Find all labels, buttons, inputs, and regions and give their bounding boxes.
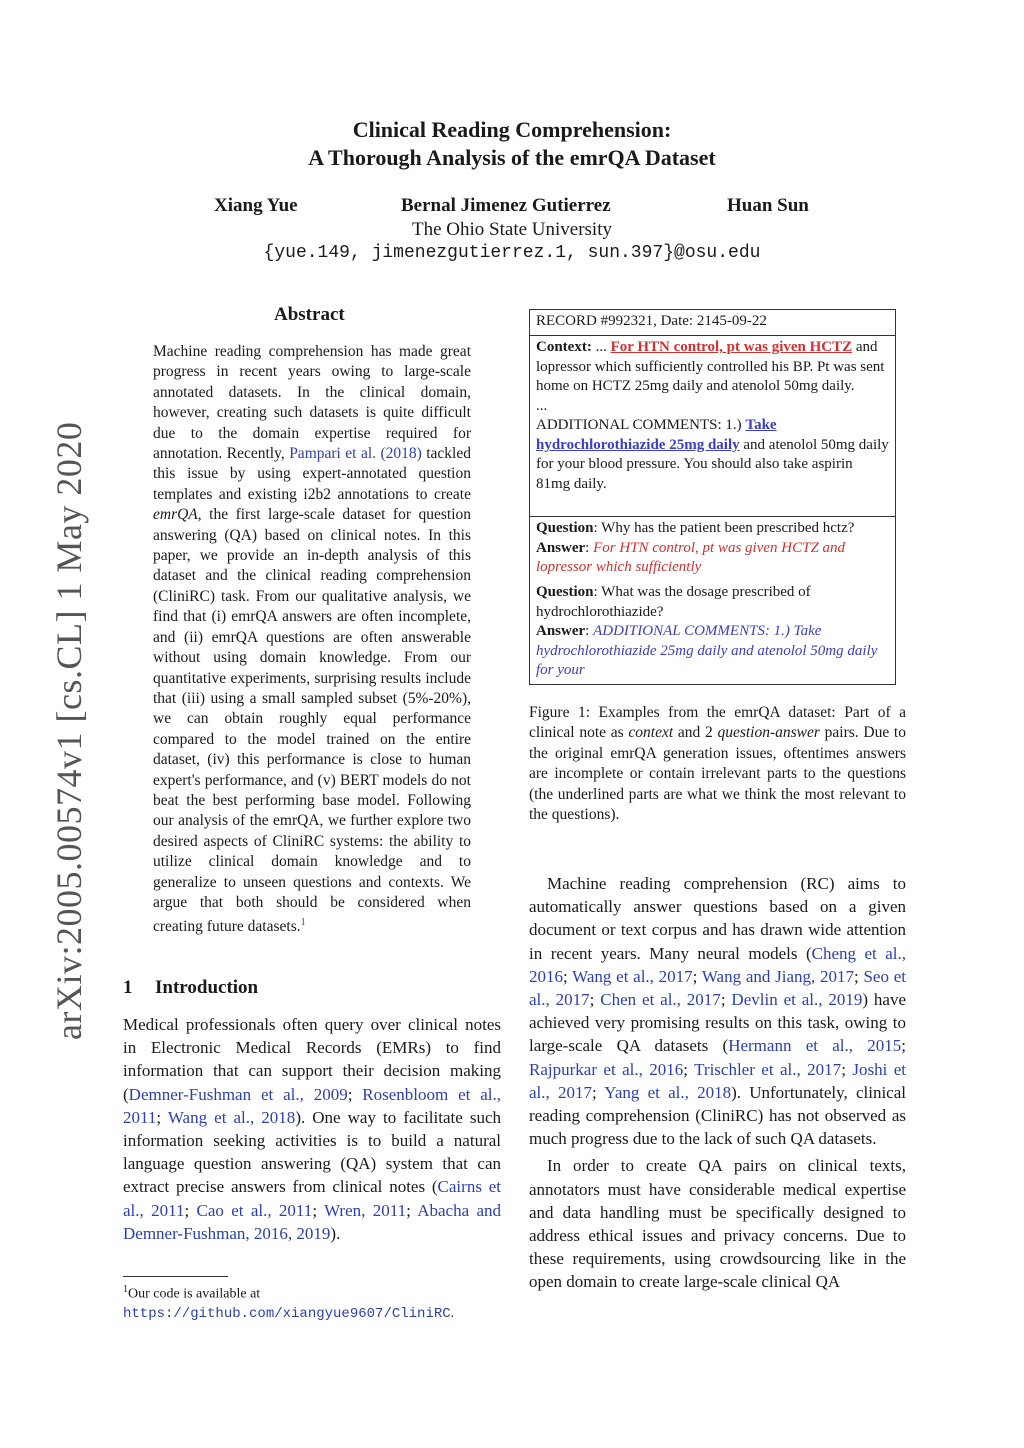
- citation-link[interactable]: Cao et al., 2011: [196, 1200, 313, 1220]
- footnote-mark[interactable]: 1: [300, 917, 306, 929]
- footnote-text: Our code is available at: [128, 1286, 261, 1302]
- context-text: ADDITIONAL COMMENTS: 1.): [536, 417, 746, 433]
- citation-link[interactable]: Wang et al., 2017: [572, 966, 693, 986]
- citation-link[interactable]: Rajpurkar et al., 2016: [529, 1059, 684, 1079]
- answer-label: Answer: [536, 539, 586, 556]
- citation-link[interactable]: Wang and Jiang, 2017: [701, 966, 854, 986]
- abstract-heading: Abstract: [274, 304, 345, 325]
- citation-link[interactable]: Trischler et al., 2017: [694, 1059, 842, 1079]
- footnote-rule: [123, 1276, 228, 1277]
- context-block: Context: ... For HTN control, pt was given HCTZ and lopressor which sufficiently controlled his BP. Pt was sent home on HCTZ 25mg daily and atenolol 50mg daily. ... ADDITIONAL COMMENTS: 1.) Take hydrochlorothiazide 25mg daily and atenolol 50mg daily for your blood pressure. You should also take aspirin 81mg daily.: [536, 339, 889, 492]
- qa-pair-2: Question: What was the dosage prescribed of hydrochlorothiazide? Answer: ADDITIONAL COMMENTS: 1.) Take hydrochlorothiazide 25mg daily and atenolol 50mg daily for your: [536, 584, 878, 678]
- question-label: Question: [536, 584, 594, 600]
- citation-link[interactable]: Hermann et al., 2015: [728, 1036, 902, 1056]
- citation-link[interactable]: Pampari et al. (2018): [289, 445, 422, 463]
- answer-text: For HTN control, pt was given HCTZ and lopressor which sufficiently: [536, 539, 846, 575]
- author-1: Xiang Yue: [214, 195, 298, 216]
- intro-paragraph-1: Medical professionals often query over clinical notes in Electronic Medical Records (EMRs) to find information that can support their decision making (Demner-Fushman et al., 2009; Rosenbloom et al., 2011; Wang et al., 2018). One way to facilitate such information seeking activities is to build a natural language question answering (QA) system that can extract precise answers from clinical notes (Cairns et al., 2011; Cao et al., 2011; Wren, 2011; Abacha and Demner-Fushman, 2016, 2019).: [123, 1015, 502, 1243]
- question-text: : What was the dosage prescribed of hydrochlorothiazide?: [536, 584, 811, 620]
- record-header: RECORD #992321, Date: 2145-09-22: [536, 313, 767, 329]
- paper-title-line1: Clinical Reading Comprehension:: [352, 117, 672, 142]
- context-text: and lopressor which sufficiently controlled his BP. Pt was sent home on HCTZ 25mg daily and atenolol 50mg daily.: [536, 339, 885, 394]
- citation-link[interactable]: Seo et al., 2017: [529, 966, 906, 1010]
- citation-link[interactable]: Cairns et al., 2011: [123, 1177, 501, 1220]
- answer-text: ADDITIONAL COMMENTS: 1.) Take hydrochlorothiazide 25mg daily and atenolol 50mg daily for your: [536, 623, 878, 678]
- figure-1-caption: Figure 1: Examples from the emrQA dataset: Part of a clinical note as context and 2 question-answer pairs. Due to the original emrQA generation issues, oftentimes answers are incomplete or contain irrelevant parts to the questions (the underlined parts are what we think the most relevant to the questions).: [529, 704, 906, 824]
- author-2: Bernal Jimenez Gutierrez: [401, 195, 611, 216]
- abstract-text: tackled this issue by using expert-annotated question templates and existing i2b2 annotations to create: [153, 445, 471, 503]
- context-label: Context:: [536, 339, 592, 355]
- author-3: Huan Sun: [727, 195, 809, 216]
- author-emails: {yue.149, jimenezgutierrez.1, sun.397}@osu.edu: [263, 243, 761, 263]
- paragraph-text: Medical professionals often query over clinical notes in Electronic Medical Records (EMRs) to find information that can support their decision making (: [123, 1015, 501, 1104]
- intro-paragraph-3: In order to create QA pairs on clinical texts, annotators must have considerable medical expertise and data handling must be specifically designed to address ethical issues and privacy concerns. Due to these requirements, using crowdsourcing like in the open domain to create large-scale clinical QA: [529, 1156, 906, 1292]
- paragraph-text: ). One way to facilitate such information seeking activities is to build a natural language question answering (QA) system that can extract precise answers from clinical notes (: [123, 1107, 501, 1197]
- citation-link[interactable]: Rosenbloom et al., 2011: [123, 1084, 501, 1127]
- question-label: Question: [536, 520, 594, 536]
- intro-paragraph-2: Machine reading comprehension (RC) aims to automatically answer questions based on a given document or text corpus and has drawn wide attention in recent years. Many neural models (Cheng et al., 2016; Wang et al., 2017; Wang and Jiang, 2017; Seo et al., 2017; Chen et al., 2017; Devlin et al., 2019) have achieved very promising results on this task, owing to large-scale QA datasets (Hermann et al., 2015; Rajpurkar et al., 2016; Trischler et al., 2017; Joshi et al., 2017; Yang et al., 2018). Unfortunately, clinical reading comprehension (CliniRC) has not observed as much progress due to the lack of such QA datasets.: [529, 874, 906, 1149]
- citation-link[interactable]: Abacha and Demner-Fushman, 2016, 2019: [123, 1200, 502, 1243]
- citation-link[interactable]: Chen et al., 2017: [600, 990, 721, 1010]
- citation-link[interactable]: Wang et al., 2018: [167, 1107, 296, 1127]
- figure-divider: [530, 516, 895, 517]
- context-answer-1: For HTN control, pt was given HCTZ: [610, 339, 853, 355]
- footnote-number: 1: [123, 1284, 128, 1295]
- question-text: : Why has the patient been prescribed hctz?: [593, 520, 855, 536]
- code-url-link[interactable]: https://github.com/xiangyue9607/CliniRC: [123, 1305, 451, 1322]
- intro-right-column: [529, 872, 906, 1294]
- arxiv-stamp: arXiv:2005.00574v1 [cs.CL] 1 May 2020: [49, 421, 89, 1040]
- citation-link[interactable]: Demner-Fushman et al., 2009: [128, 1084, 348, 1104]
- affiliation: The Ohio State University: [412, 219, 612, 240]
- figure-1-box: [529, 309, 896, 685]
- context-answer-2: Take hydrochlorothiazide 25mg daily: [536, 417, 777, 453]
- citation-link[interactable]: Joshi et al., 2017: [529, 1059, 906, 1102]
- qa-pair-1: Question: Why has the patient been prescribed hctz? Answer: For HTN control, pt was given HCTZ and lopressor which sufficiently: [536, 520, 855, 575]
- abstract-text: Machine reading comprehension has made great progress in recent years owing to large-scale annotated datasets. In the clinical domain, however, creating such datasets is quite difficult due to the domain expertise required for annotation. Recently,: [153, 343, 471, 463]
- figure-divider: [530, 335, 895, 336]
- citation-link[interactable]: Yang et al., 2018: [604, 1082, 732, 1102]
- section-heading-introduction: Introduction: [155, 977, 259, 998]
- context-text: and atenolol 50mg daily for your blood pressure. You should also take aspirin 81mg daily.: [536, 436, 889, 492]
- citation-link[interactable]: Cheng et al., 2016: [529, 943, 906, 986]
- abstract-body: [153, 342, 471, 938]
- answer-label: Answer: [536, 623, 586, 639]
- footnote: $^1$Our code is available at https://github.com/xiangyue9607/CliniRC.: [123, 1284, 455, 1322]
- citation-link[interactable]: Devlin et al., 2019: [731, 990, 863, 1010]
- abstract-emphasis: emrQA: [153, 506, 198, 524]
- paper-title-line2: A Thorough Analysis of the emrQA Dataset: [308, 145, 716, 170]
- abstract-text: , the first large-scale dataset for question answering (QA) based on clinical notes. In this paper, we provide an in-depth analysis of this dataset and the clinical reading comprehension (CliniRC) task. From our qualitative analysis, we find that (i) emrQA answers are often incomplete, and (ii) emrQA questions are often answerable without using domain knowledge. From our quantitative experiments, surprising results include that (iii) using a small sampled subset (5%-20%), we can obtain roughly equal performance compared to the model trained on the entire dataset, (iv) this performance is close to human expert's performance, and (v) BERT models do not beat the best performing base model. Following our analysis of the emrQA, we further explore two desired aspects of CliniRC systems: the ability to utilize clinical domain knowledge and to generalize to unseen questions and contexts. We argue that both should be considered when creating future datasets.: [153, 506, 471, 936]
- section-number: 1: [123, 977, 133, 998]
- citation-link[interactable]: Wren, 2011: [324, 1200, 407, 1220]
